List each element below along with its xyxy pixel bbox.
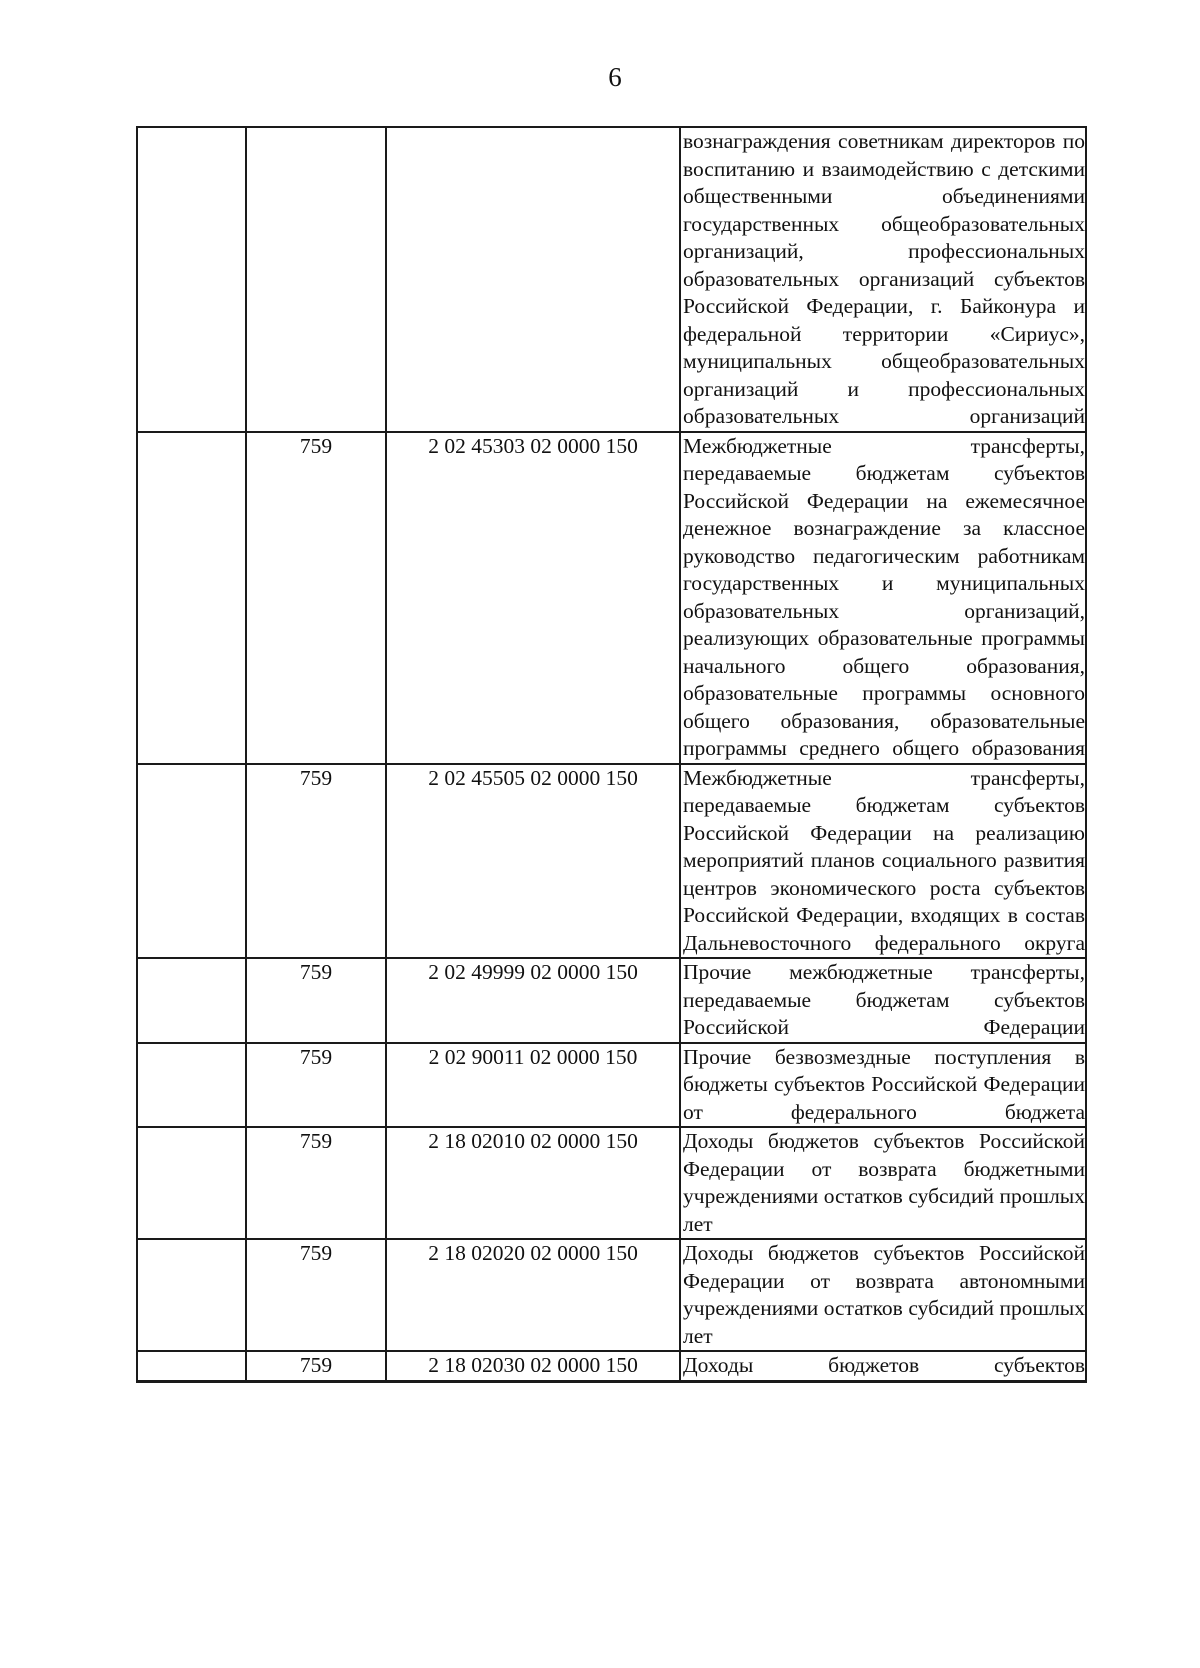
administrator-code-cell: 759 (246, 1127, 386, 1239)
table-row (137, 1239, 1086, 1351)
budget-classification-code-cell: 2 02 49999 02 0000 150 (386, 958, 680, 1043)
revenue-name-text: Доходы бюджетов субъектов (683, 1353, 1085, 1377)
administrator-code-cell: 759 (246, 958, 386, 1043)
administrator-code-cell: 759 (246, 432, 386, 764)
table-row (137, 432, 1086, 764)
revenue-name-text: Доходы бюджетов субъектов Российской Федерации от возврата бюджетными учреждениями остатков субсидий прошлых лет (683, 1129, 1085, 1236)
revenue-name-cell (680, 1127, 1086, 1239)
administrator-code-cell: 759 (246, 1351, 386, 1381)
budget-classification-code-cell: 2 18 02010 02 0000 150 (386, 1127, 680, 1239)
table-cell-blank (137, 432, 246, 764)
revenue-name-cell (680, 764, 1086, 959)
revenue-name-cell (680, 432, 1086, 764)
table-cell-blank (137, 127, 246, 432)
revenue-name-cell (680, 958, 1086, 1043)
administrator-code-cell: 759 (246, 1239, 386, 1351)
page-number: 6 (608, 62, 622, 92)
revenue-name-text: вознаграждения советникам директоров по воспитанию и взаимодействию с детскими общественными объединениями государственных общеобразовательных организаций, профессиональных образовательных организаций субъектов Российской Федерации, г. Байконура и федеральной территории «Сириус», муниципальных общеобразовательных организаций и профессиональных образовательных организаций (683, 129, 1085, 428)
revenue-codes-table (136, 126, 1087, 1383)
budget-classification-code-cell: 2 18 02020 02 0000 150 (386, 1239, 680, 1351)
table-row (137, 764, 1086, 959)
table-cell-blank (137, 1351, 246, 1381)
table-cell-blank (137, 1043, 246, 1128)
table-cell-blank (137, 958, 246, 1043)
table-cell-blank (137, 1127, 246, 1239)
table-row (137, 127, 1086, 432)
revenue-name-cell (680, 127, 1086, 432)
budget-classification-code-cell: 2 02 90011 02 0000 150 (386, 1043, 680, 1128)
budget-classification-code-cell: 2 02 45303 02 0000 150 (386, 432, 680, 764)
table-row (137, 1043, 1086, 1128)
administrator-code-cell: 759 (246, 1043, 386, 1128)
table-row (137, 958, 1086, 1043)
budget-classification-code-cell: 2 18 02030 02 0000 150 (386, 1351, 680, 1381)
table-row (137, 1127, 1086, 1239)
table-cell-blank (137, 1239, 246, 1351)
budget-classification-code-cell: 2 02 45505 02 0000 150 (386, 764, 680, 959)
table-row (137, 1351, 1086, 1381)
revenue-name-text: Межбюджетные трансферты, передаваемые бюджетам субъектов Российской Федерации на ежемесячное денежное вознаграждение за классное руководство педагогическим работникам государственных и муниципальных образовательных организаций, реализующих образовательные программы начального общего образования, образовательные программы основного общего образования, образовательные программы среднего общего образования (683, 433, 1085, 760)
revenue-name-text: Доходы бюджетов субъектов Российской Федерации от возврата автономными учреждениями остатков субсидий прошлых лет (683, 1241, 1085, 1348)
revenue-name-text: Межбюджетные трансферты, передаваемые бюджетам субъектов Российской Федерации на реализацию мероприятий планов социального развития центров экономического роста субъектов Российской Федерации, входящих в состав Дальневосточного федерального округа (683, 765, 1085, 955)
revenue-name-text: Прочие безвозмездные поступления в бюджеты субъектов Российской Федерации от федерального бюджета (683, 1044, 1085, 1124)
administrator-code-cell (246, 127, 386, 432)
revenue-name-cell (680, 1239, 1086, 1351)
revenue-name-text: Прочие межбюджетные трансферты, передаваемые бюджетам субъектов Российской Федерации (683, 960, 1085, 1039)
administrator-code-cell: 759 (246, 764, 386, 959)
revenue-name-cell (680, 1043, 1086, 1128)
revenue-name-cell (680, 1351, 1086, 1381)
budget-classification-code-cell (386, 127, 680, 432)
table-cell-blank (137, 764, 246, 959)
